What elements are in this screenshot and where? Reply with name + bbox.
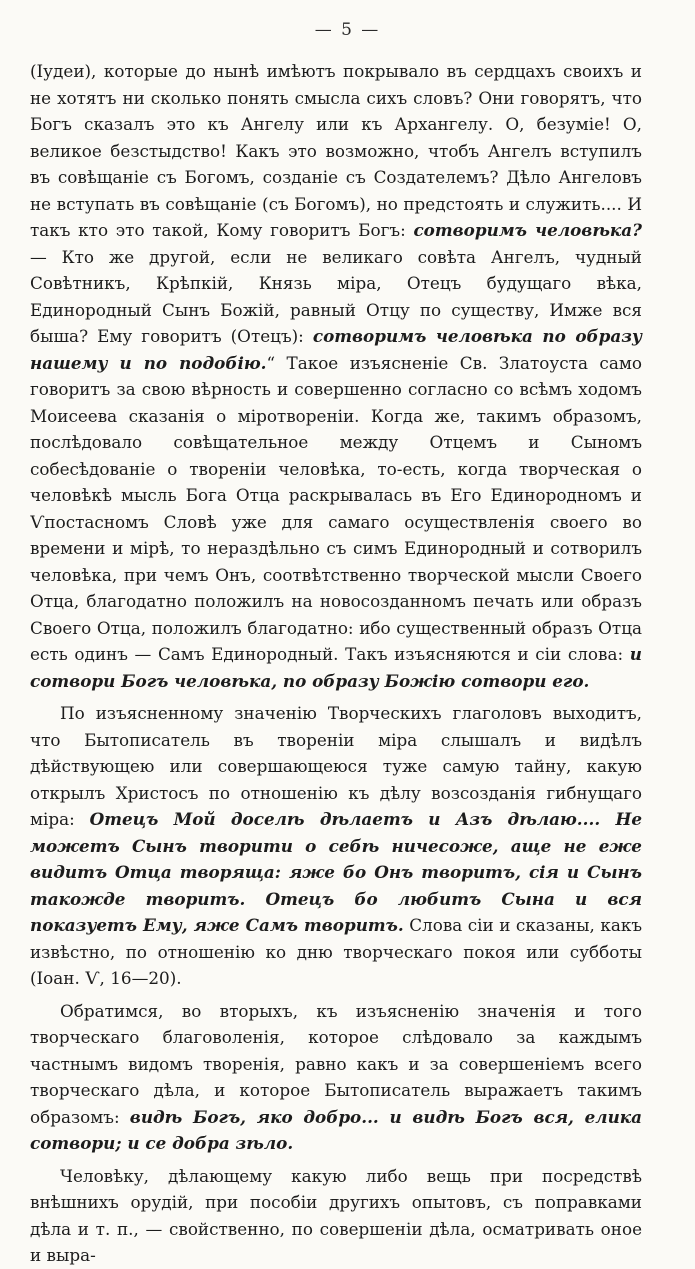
italic-quote: и сотвори Богъ человѣка, по образу Божію сотвори его. [30,644,642,691]
italic-quote: видѣ Богъ, яко добро... и видѣ Богъ вся, елика сотвори; и се добра зѣло. [30,1106,642,1153]
body-text [30,58,642,1269]
italic-quote: Отецъ Мой доселѣ дѣлаетъ и Азъ дѣлаю.... Не можетъ Сынъ творити о себѣ ничесоже, аще не еже видитъ Отца творяща: яже бо Онъ творитъ, сія и Сынъ такожде творитъ. Отецъ бо любитъ Сына и вся показуетъ Ему, яже Самъ творитъ. [30,809,642,935]
text-run: Слова сіи и сказаны, какъ извѣстно, по отношенію ко дню творческаго покоя или субботы (Іоан. Ѵ, 16—20). [30,915,643,988]
text-run: (Іудеи), которые до нынѣ имѣютъ покрывало въ сердцахъ своихъ и не хотятъ ни сколько понять смысла сихъ словъ? Они говорятъ, что Богъ сказалъ это къ Ангелу или къ Архангелу. О, безуміе! О, великое безстыдство! Какъ это возможно, чтобъ Ангелъ вступилъ въ совѣщаніе съ Богомъ, созданіе съ Создателемъ? Дѣло Ангеловъ не вступать въ совѣщаніе (съ Богомъ), но предстоять и служить.... И такъ кто это такой, Кому говоритъ Богъ: [30,61,642,240]
text-run: “ Такое изъясненіе Св. Златоуста само говоритъ за свою вѣрность и совершенно согласно со всѣмъ ходомъ Моисеева сказанія о міротвореніи. Когда же, такимъ образомъ, послѣдовало совѣщательное между Отцемъ и Сыномъ собесѣдованіе о твореніи человѣка, то-есть, когда творческая о человѣкѣ мысль Бога Отца раскрывалась въ Его Единородномъ и Ѵпостасномъ Словѣ уже для самаго осуществленія своего во времени и мірѣ, то нераздѣльно съ симъ Единородный и сотворилъ человѣка, при чемъ Онъ, соотвѣтственно творческой мысли Своего Отца, благодатно положилъ на новосозданномъ печать или образъ Своего Отца, положилъ благодатно: ибо существенный образъ Отца есть одинъ — Самъ Единородный. Такъ изъясняются и сіи слова: [30,352,642,664]
paragraph-3 [30,998,642,1157]
text-run: — Кто же другой, если не великаго совѣта Ангелъ, чудный Совѣтникъ, Крѣпкій, Князь міра, Отецъ будущаго вѣка, Единородный Сынъ Божій, равный Отцу по существу, Имже вся быша? Ему говоритъ (Отецъ): [30,246,642,346]
text-run: По изъясненному значенію Творческихъ глаголовъ выходитъ, что Бытописатель въ твореніи міра слышалъ и видѣлъ дѣйствующею или совершающеюся туже самую тайну, какую открылъ Христосъ по отношенію къ дѣлу возсозданія гибнущаго міра: [30,703,642,829]
paragraph-2 [30,700,642,992]
text-run: Человѣку, дѣлающему какую либо вещь при посредствѣ внѣшнихъ орудій, при пособіи другихъ опытовъ, съ поправками дѣла и т. п., — свойственно, по совершеніи дѣла, осматривать оное и выра- [30,1165,642,1265]
text-run: Обратимся, во вторыхъ, къ изъясненію значенія и того творческаго благоволенія, которое слѣдовало за каждымъ частнымъ видомъ творенія, равно какъ и за совершеніемъ всего творческаго дѣла, и которое Бытописатель выражаетъ такимъ образомъ: [30,1000,642,1127]
page-number: — 5 — [314,20,381,40]
italic-quote: сотворимъ человѣка? [413,220,642,240]
italic-quote: сотворимъ человѣка по образу нашему и по подобію. [30,326,642,373]
paragraph-4 [30,1163,642,1269]
paragraph-1 [30,58,642,694]
